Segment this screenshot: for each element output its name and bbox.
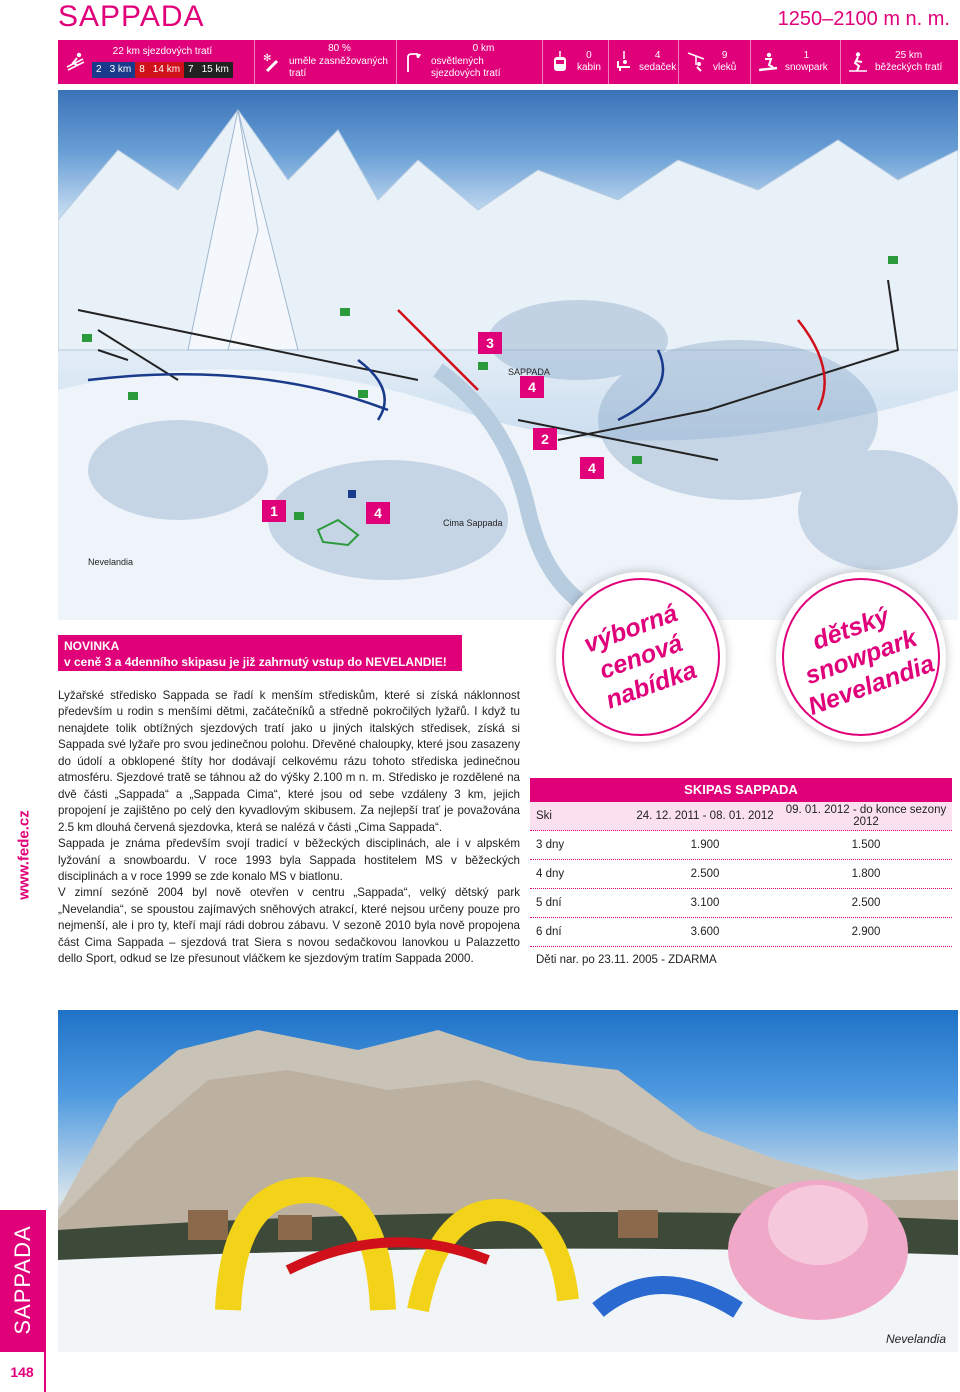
piste-map-illustration (58, 90, 958, 620)
news-heading: NOVINKA (64, 639, 120, 653)
table-cell: 1.900 (690, 839, 720, 851)
snowmaking-label: uměle zasněžovaných tratí (289, 55, 388, 80)
blue-run-km: 3 km (106, 62, 136, 79)
cabins-label: kabin (577, 62, 601, 73)
map-lift-badge: 4 (580, 457, 604, 479)
description-paragraph: Sappada je známa především svojí tradicí v běžeckých disciplinách, ale i v alpském lyžování a snowboardu. V roce 1993 byla Sappada hostitelem MS v běžeckých disciplinách a v roce 1999 se zde konalo MS v biatlonu. (58, 837, 520, 883)
table-cell: 3 dny (536, 839, 565, 851)
header-cell: 09. 01. 2012 - do konce sezony 2012 (785, 804, 947, 828)
children-note: Děti nar. po 23.11. 2005 - ZDARMA (536, 954, 717, 966)
table-cell: 2.900 (851, 926, 881, 938)
resort-description (58, 688, 520, 968)
news-text: v ceně 3 a 4denního skipasu je již zahrnutý vstup do NEVELANDIE! (64, 655, 447, 670)
table-row (530, 918, 952, 947)
table-cell: 2.500 (851, 897, 881, 909)
chairlift-icon (615, 51, 633, 73)
snowboarder-icon (757, 51, 779, 73)
news-box (58, 635, 462, 671)
stat-cabins (542, 40, 608, 84)
chairlifts-count: 4 (654, 49, 661, 61)
snow-cannon-icon (261, 51, 283, 73)
blue-run-count: 2 (92, 62, 106, 79)
table-cell: 1.500 (851, 839, 881, 851)
gondola-icon (549, 51, 571, 73)
table-cell: 3.100 (690, 897, 720, 909)
snowpark-count: 1 (803, 49, 810, 61)
map-lift-badge: 2 (533, 428, 557, 450)
snowpark-badge-text: dětský snowpark Nevelandia (801, 602, 939, 721)
table-cell: 6 dní (536, 926, 562, 938)
website-url: www.fede.cz (15, 810, 33, 900)
stat-downhill (58, 40, 254, 84)
stat-snowpark (750, 40, 840, 84)
snowpark-label: snowpark (785, 62, 828, 73)
xc-km: 25 km (895, 49, 923, 61)
lit-km: 0 km (472, 43, 495, 55)
svg-text:✻: ✻ (263, 53, 272, 64)
description-paragraph: Lyžařské středisko Sappada se řadí k menším střediskům, které si získá náklonnost především u rodin s menšími dětmi, začátečníků a středně pokročilých lyžařů. I když tu nenajdete tolik obtížných sjezdových tratí jako u jiných italských středisek, získá si Sappada své lyžaře pro svou jedinečnou polohu. Dřevěné chaloupky, které jsou zasazeny do údolí a obklopené štíty hor dodávají celkovému rázu tohoto střediska jedinečnou atmosféru. Sjezdové tratě se táhnou až do výšky 2.100 m n. m. Středisko je rozdělené na dvě části „Sappada“ a „Sappada Cima“, které jsou od sebe vzdáleny 3 km, jejich propojení je zajištěno po celý den kyvadlovým skibusem. Za nejlepší trať je považována 2.5 km dlouhá červená sjezdovka, která se nalézá v části „Cima Sappada“. (58, 689, 520, 834)
photo-caption: Nevelandia (885, 1332, 946, 1346)
sidebar-resort-name: SAPPADA (10, 1225, 35, 1335)
stat-chairlifts (608, 40, 678, 84)
stat-xc (840, 40, 958, 84)
table-row (530, 860, 952, 889)
snowmaking-pct: 80 % (328, 43, 351, 55)
page-title: SAPPADA (58, 0, 205, 33)
draglifts-label: vleků (713, 62, 737, 73)
offer-badge-text: výborná cenová nabídka (580, 599, 701, 715)
table-cell: 1.800 (851, 868, 881, 880)
stats-bar (58, 40, 958, 84)
runs-breakdown (92, 62, 233, 79)
description-paragraph: V zimní sezóně 2004 byl nově otevřen v centru „Sappada“, velký dětský park „Nevelandia“, se spoustou zajímavých sněhových atrakcí, které nejsou určeny pouze pro nejmenší, ale i pro ty, kteří mají rádi dobrou zábavu. V sezoně 2010 byla nově propojena část Cima Sappada – sjezdová trat Siera s novou sedačkovou lanovkou u Palazzetto dello Sport, odkud se lze přesunout vláčkem ke sjezdovým tratím Sappada 2000. (58, 886, 520, 966)
page-number: 148 (0, 1352, 46, 1392)
skipass-title: SKIPAS SAPPADA (530, 778, 952, 802)
chairlifts-label: sedaček (639, 62, 677, 73)
stat-snowmaking (254, 40, 396, 84)
draglifts-count: 9 (721, 49, 728, 61)
map-label-cima-sappada: Cima Sappada (443, 518, 503, 528)
skipass-price-table (530, 778, 952, 973)
stat-draglifts (678, 40, 750, 84)
black-run-km: 15 km (198, 62, 233, 79)
map-lift-badge: 3 (478, 332, 502, 354)
cross-country-skier-icon (847, 51, 869, 73)
map-label-sappada: SAPPADA (508, 367, 550, 377)
sidebar (0, 0, 46, 1210)
red-run-km: 14 km (149, 62, 184, 79)
offer-badge (556, 572, 726, 742)
map-lift-badge: 4 (520, 376, 544, 398)
table-cell: 5 dní (536, 897, 562, 909)
stat-lit-runs (396, 40, 542, 84)
red-run-count: 8 (135, 62, 149, 79)
table-cell: 2.500 (690, 868, 720, 880)
cabins-count: 0 (586, 49, 592, 61)
downhill-total: 22 km sjezdových tratí (112, 46, 213, 57)
map-label-nevelandia: Nevelandia (88, 557, 134, 567)
lamp-icon (403, 51, 425, 73)
xc-label: běžeckých tratí (875, 62, 943, 73)
lit-label: osvětlených sjezdových tratí (431, 55, 501, 80)
table-row (530, 831, 952, 860)
table-cell: 4 dny (536, 868, 565, 880)
map-lift-badge: 1 (262, 500, 286, 522)
header-cell: 24. 12. 2011 - 08. 01. 2012 (636, 810, 774, 822)
skipass-header-row (530, 802, 952, 831)
skier-icon (64, 51, 86, 73)
piste-map (58, 90, 958, 620)
table-row (530, 889, 952, 918)
draglift-icon (685, 51, 707, 73)
altitude-range: 1250–2100 m n. m. (777, 8, 950, 30)
header-cell: Ski (536, 810, 552, 822)
snowpark-badge (776, 572, 946, 742)
photo-illustration (58, 1010, 958, 1352)
map-lift-badge: 4 (366, 502, 390, 524)
table-cell: 3.600 (690, 926, 720, 938)
black-run-count: 7 (184, 62, 198, 79)
nevelandia-photo (58, 1010, 958, 1352)
